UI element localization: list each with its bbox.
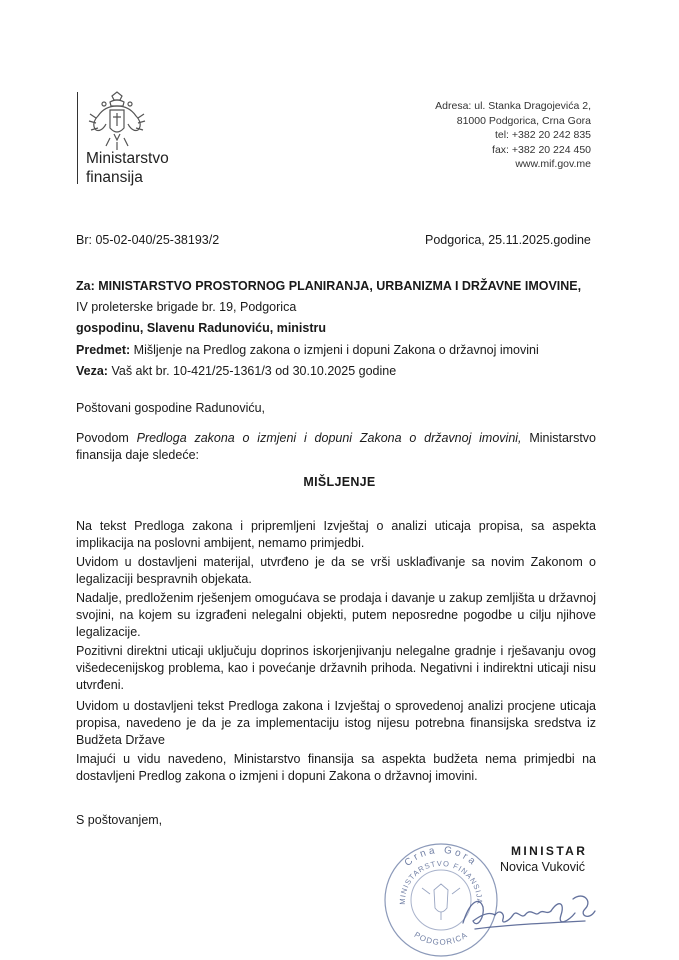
- intro-italic: Predloga zakona o izmjeni i dopuni Zakona o državnoj imovini,: [136, 431, 522, 445]
- paragraph-5: Uvidom u dostavljeni tekst Predloga zakona i Izvještaj o sprovedenoj analizi procjene uticaja propisa, navedeno je da je za implementaciju istog nijesu potrebna finansijska sredstva iz Budžeta Države: [76, 699, 596, 747]
- address-line: Adresa: ul. Stanka Dragojevića 2,: [435, 100, 591, 112]
- intro-paragraph: [76, 430, 596, 464]
- subject-label: Predmet:: [76, 343, 131, 357]
- recipient-label: Za:: [76, 279, 95, 293]
- header-divider: [77, 92, 78, 184]
- closing: S poštovanjem,: [76, 813, 163, 827]
- place-date: Podgorica, 25.11.2025.godine: [425, 233, 591, 247]
- stamp-top-text: Crna Gora: [402, 844, 480, 869]
- ministry-name: [86, 149, 169, 187]
- signatory-title: MINISTAR: [511, 844, 588, 858]
- contact-block: [435, 99, 591, 172]
- recipient-person: gospodinu, Slavenu Radunoviću, ministru: [76, 321, 327, 335]
- city-line: 81000 Podgorica, Crna Gora: [456, 114, 591, 127]
- ministry-name-line2: finansija: [86, 169, 143, 186]
- reference-number: Br: 05-02-040/25-38193/2: [76, 233, 220, 247]
- link-label: Veza:: [76, 364, 108, 378]
- recipient-name: MINISTARSTVO PROSTORNOG PLANIRANJA, URBANIZMA I DRŽAVNE IMOVINE,: [98, 279, 582, 293]
- paragraph-1: Na tekst Predloga zakona i pripremljeni Izvještaj o analizi uticaja propisa, sa aspekta implikacija na poslovni ambijent, nemamo primjedbi.: [76, 519, 596, 550]
- link-text: Vaš akt br. 10-421/25-1361/3 od 30.10.2025 godine: [111, 364, 397, 378]
- intro-suffix: Ministarstvo finansija daje sledeće:: [76, 431, 597, 462]
- subject-text: Mišljenje na Predlog zakona o izmjeni i dopuni Zakona o državnoj imovini: [133, 343, 539, 357]
- signatory-name: Novica Vuković: [500, 860, 585, 874]
- document-title: MIŠLJENJE: [303, 475, 376, 489]
- subject-line: [76, 343, 539, 357]
- ministry-name-line1: Ministarstvo: [86, 150, 169, 167]
- stamp-middle-text: MINISTARSTVO FINANSIJA: [397, 858, 485, 905]
- handwritten-signature: [455, 885, 605, 940]
- intro-prefix: Povodom: [76, 431, 137, 445]
- recipient-line: [76, 279, 581, 293]
- montenegro-coat-of-arms-icon: [88, 90, 146, 152]
- fax-line: fax: +382 20 224 450: [492, 143, 591, 156]
- stamp-bottom-text: PODGORICA: [412, 930, 470, 947]
- recipient-address: IV proleterske brigade br. 19, Podgorica: [76, 300, 297, 314]
- paragraph-6: Imajući u vidu navedeno, Ministarstvo finansija sa aspekta budžeta nema primjedbi na dostavljeni Predlog zakona o izmjeni i dopuni Zakona o državnoj imovini.: [76, 752, 596, 783]
- paragraph-2: Uvidom u dostavljeni materijal, utvrđeno je da se vrši usklađivanje sa novim Zakonom o legalizaciji bespravnih objekata.: [76, 555, 596, 586]
- website-line: www.mif.gov.me: [515, 158, 591, 171]
- paragraph-3: Nadalje, predloženim rješenjem omogućava se prodaja i davanje u zakup zemljišta u državnoj svojini, na kojem su izgrađeni nelegalni objekti, putem neposredne pogodbe u cilju njihove legalizacije.: [76, 591, 596, 639]
- phone-line: tel: +382 20 242 835: [494, 129, 591, 142]
- link-line: [76, 364, 396, 378]
- paragraph-4: Pozitivni direktni uticaji uključuju doprinos iskorjenjivanju nelegalne gradnje i rješavanju ovog višedecenijskog problema, kao i povećanje državnih prihoda. Negativni i indirektni uticaji nisu utvrđeni.: [76, 644, 596, 692]
- salutation: Poštovani gospodine Radunoviću,: [76, 401, 266, 415]
